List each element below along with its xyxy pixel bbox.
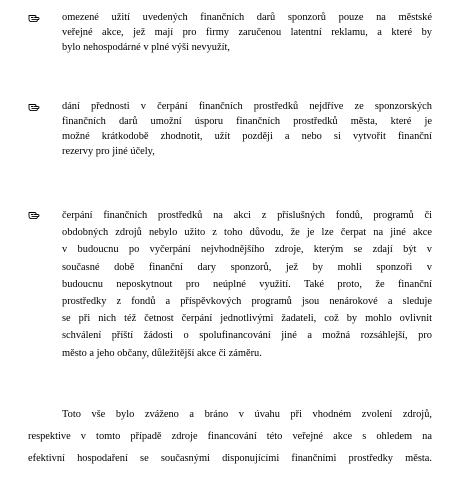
- bullet-line: veřejné akce, jež mají pro firmy zaručenou latentní reklamu, a které by: [62, 27, 432, 38]
- paragraph-line: efektivní hospodaření se současnými disponujícími finančními prostředky města.: [28, 453, 432, 464]
- bullet-line: možné krátkodobě zhodnotit, užít později a nebo si vytvořit finanční: [62, 131, 432, 142]
- paragraph-line: respektive v tomto případě zdroje financování této veřejné akce s ohledem na: [28, 431, 432, 442]
- bullet-line: omezené užití uvedených finančních darů sponzorů pouze na městské: [62, 12, 432, 23]
- pointing-hand-icon: [28, 208, 40, 220]
- bullet-line: dání přednosti v čerpání finančních prostředků nejdříve ze sponzorských: [62, 101, 432, 112]
- bullet-line: město a jeho občany, důležitější akce či záměru.: [62, 347, 262, 359]
- pointing-hand-icon: [28, 11, 40, 23]
- bullet-line: v budoucnu po vyčerpání nejvhodnějšího zdroje, kterým se zdají být v: [62, 244, 432, 256]
- bullet-line: čerpání finančních prostředků na akci z příslušných fondů, programů či: [62, 210, 432, 221]
- paragraph-line: Toto vše bylo zváženo a bráno v úvahu při vhodném zvolení zdrojů,: [62, 409, 432, 420]
- bullet-line: bylo nehospodárné v plné výši nevyužít,: [62, 42, 230, 53]
- bullet-line: finančních darů umožní úsporu finančních prostředků města, které je: [62, 116, 432, 127]
- bullet-line: se při nich též četnost čerpání jednotlivými žadateli, což by mohlo ovlivnit: [62, 313, 432, 325]
- bullet-line: současné době finanční dary sponzorů, jež by mohli sponzoři v: [62, 261, 432, 273]
- closing-paragraph: [28, 404, 432, 470]
- bullet-line: prostředky z fondů a příspěvkových programů jsou nenárokové a sleduje: [62, 295, 432, 307]
- bullet-line: schválení příští žádosti o spolufinancování jiné a možná rozsáhlejší, pro: [62, 330, 432, 342]
- bullet-line: budoucnu neposkytnout pro neúplné využití. Také proto, že finanční: [62, 278, 432, 290]
- bullet-line: rezervy pro jiné účely,: [62, 146, 155, 157]
- bullet-line: obdobných zdrojů nebylo užito z toho důvodu, že je lze čerpat na jiné akce: [62, 227, 432, 239]
- pointing-hand-icon: [28, 100, 40, 112]
